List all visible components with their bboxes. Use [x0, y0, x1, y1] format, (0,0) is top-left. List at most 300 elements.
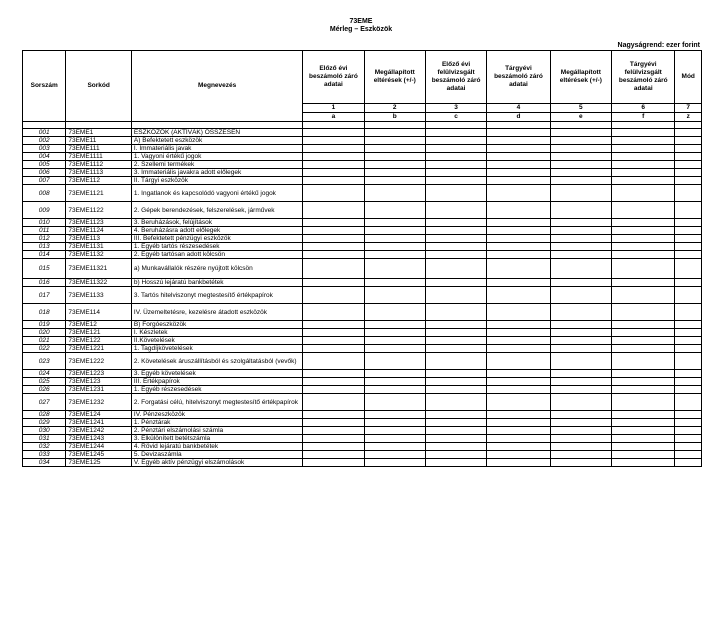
value-cell[interactable]	[364, 353, 425, 370]
row-code: 73EME1244	[66, 443, 132, 451]
value-cell[interactable]	[487, 411, 550, 419]
value-cell[interactable]	[364, 243, 425, 251]
value-cell[interactable]	[487, 287, 550, 304]
value-cell[interactable]	[612, 251, 675, 259]
row-name: 2. Egyéb tartósan adott kölcsön	[131, 251, 302, 259]
value-cell[interactable]	[425, 451, 486, 459]
value-cell[interactable]	[675, 137, 702, 145]
value-cell[interactable]	[675, 161, 702, 169]
value-cell[interactable]	[364, 279, 425, 287]
value-cell[interactable]	[550, 435, 611, 443]
value-cell[interactable]	[303, 329, 364, 337]
value-cell[interactable]	[364, 427, 425, 435]
value-cell[interactable]	[612, 419, 675, 427]
value-cell[interactable]	[675, 259, 702, 279]
value-cell[interactable]	[425, 386, 486, 394]
value-cell[interactable]	[487, 259, 550, 279]
value-cell[interactable]	[550, 419, 611, 427]
value-cell[interactable]	[612, 243, 675, 251]
value-cell[interactable]	[612, 161, 675, 169]
value-cell[interactable]	[612, 329, 675, 337]
value-cell[interactable]	[675, 177, 702, 185]
value-cell[interactable]	[364, 386, 425, 394]
value-cell[interactable]	[487, 337, 550, 345]
column-number: 4	[487, 104, 550, 113]
value-cell[interactable]	[425, 243, 486, 251]
value-cell[interactable]	[303, 451, 364, 459]
value-cell[interactable]	[487, 345, 550, 353]
value-cell[interactable]	[612, 386, 675, 394]
row-name: 1. Vagyoni értékű jogok	[131, 153, 302, 161]
row-name: 3. Elkülönített betétszámla	[131, 435, 302, 443]
value-cell[interactable]	[303, 386, 364, 394]
value-cell[interactable]	[487, 451, 550, 459]
value-cell[interactable]	[550, 137, 611, 145]
table-row	[23, 177, 702, 185]
form-subtitle: Mérleg – Eszközök	[329, 26, 393, 33]
value-cell[interactable]	[612, 169, 675, 177]
value-cell[interactable]	[364, 259, 425, 279]
row-name: V. Egyéb aktív pénzügyi elszámolások	[131, 459, 302, 467]
value-cell[interactable]	[675, 337, 702, 345]
value-cell[interactable]	[675, 329, 702, 337]
value-cell[interactable]	[364, 185, 425, 202]
value-cell[interactable]	[550, 304, 611, 321]
value-cell[interactable]	[364, 304, 425, 321]
table-row	[23, 345, 702, 353]
value-cell[interactable]	[425, 129, 486, 137]
value-cell[interactable]	[675, 304, 702, 321]
value-cell[interactable]	[675, 427, 702, 435]
value-cell[interactable]	[487, 161, 550, 169]
value-cell[interactable]	[550, 161, 611, 169]
value-cell[interactable]	[425, 219, 486, 227]
value-cell[interactable]	[612, 287, 675, 304]
value-cell[interactable]	[425, 459, 486, 467]
value-cell[interactable]	[675, 378, 702, 386]
row-code: 73EME11322	[66, 279, 132, 287]
value-cell[interactable]	[675, 345, 702, 353]
value-cell[interactable]	[487, 153, 550, 161]
value-cell[interactable]	[303, 251, 364, 259]
value-cell[interactable]	[612, 145, 675, 153]
row-code: 73EME1113	[66, 169, 132, 177]
value-cell[interactable]	[425, 235, 486, 243]
table-row	[23, 235, 702, 243]
value-cell[interactable]	[612, 219, 675, 227]
value-cell[interactable]	[364, 235, 425, 243]
row-code: 73EME1133	[66, 287, 132, 304]
unit-note: Nagyságrend: ezer forint	[617, 42, 700, 49]
value-cell[interactable]	[612, 137, 675, 145]
value-cell[interactable]	[364, 219, 425, 227]
value-cell[interactable]	[487, 137, 550, 145]
value-cell[interactable]	[487, 386, 550, 394]
value-cell[interactable]	[303, 161, 364, 169]
row-code: 73EME125	[66, 459, 132, 467]
value-cell[interactable]	[425, 378, 486, 386]
form-code: 73EME	[349, 18, 373, 25]
value-cell[interactable]	[612, 459, 675, 467]
value-cell[interactable]	[303, 227, 364, 235]
value-cell[interactable]	[425, 419, 486, 427]
value-cell[interactable]	[675, 202, 702, 219]
value-cell[interactable]	[487, 394, 550, 411]
table-row	[23, 394, 702, 411]
value-cell[interactable]	[364, 137, 425, 145]
value-cell[interactable]	[364, 145, 425, 153]
value-cell[interactable]	[364, 129, 425, 137]
value-cell[interactable]	[675, 129, 702, 137]
value-cell[interactable]	[303, 378, 364, 386]
value-cell[interactable]	[303, 345, 364, 353]
row-name: 2. Szellemi termékek	[131, 161, 302, 169]
value-cell[interactable]	[612, 451, 675, 459]
row-number: 007	[23, 177, 66, 185]
value-cell[interactable]	[487, 427, 550, 435]
column-number: 6	[612, 104, 675, 113]
value-cell[interactable]	[550, 386, 611, 394]
value-cell[interactable]	[364, 459, 425, 467]
value-cell[interactable]	[425, 443, 486, 451]
value-cell[interactable]	[487, 435, 550, 443]
row-name: ESZKÖZÖK (AKTÍVÁK) ÖSSZESEN	[131, 129, 302, 137]
value-cell[interactable]	[612, 185, 675, 202]
value-cell[interactable]	[487, 459, 550, 467]
value-cell[interactable]	[487, 243, 550, 251]
value-cell[interactable]	[487, 219, 550, 227]
value-cell[interactable]	[303, 411, 364, 419]
value-cell[interactable]	[675, 185, 702, 202]
value-cell[interactable]	[303, 202, 364, 219]
value-cell[interactable]	[612, 153, 675, 161]
row-name: 1. Egyéb tartós részesedések	[131, 243, 302, 251]
row-number: 031	[23, 435, 66, 443]
value-cell[interactable]	[612, 235, 675, 243]
value-cell[interactable]	[303, 287, 364, 304]
value-cell[interactable]	[612, 321, 675, 329]
value-cell[interactable]	[425, 353, 486, 370]
value-cell[interactable]	[675, 443, 702, 451]
value-cell[interactable]	[364, 378, 425, 386]
value-cell[interactable]	[675, 386, 702, 394]
value-cell[interactable]	[550, 169, 611, 177]
value-cell[interactable]	[425, 279, 486, 287]
row-code: 73EME111	[66, 145, 132, 153]
table-row	[23, 259, 702, 279]
value-cell[interactable]	[550, 329, 611, 337]
value-cell[interactable]	[364, 161, 425, 169]
value-cell[interactable]	[364, 177, 425, 185]
value-cell[interactable]	[675, 394, 702, 411]
column-letter: e	[550, 113, 611, 122]
value-cell[interactable]	[675, 235, 702, 243]
value-cell[interactable]	[612, 443, 675, 451]
table-row	[23, 169, 702, 177]
column-number: 3	[425, 104, 486, 113]
value-cell[interactable]	[303, 243, 364, 251]
value-cell[interactable]	[303, 427, 364, 435]
table-row	[23, 419, 702, 427]
row-number: 028	[23, 411, 66, 419]
value-cell[interactable]	[612, 378, 675, 386]
value-cell[interactable]	[550, 243, 611, 251]
value-cell[interactable]	[675, 219, 702, 227]
row-number: 015	[23, 259, 66, 279]
row-number: 030	[23, 427, 66, 435]
value-cell[interactable]	[487, 370, 550, 378]
row-code: 73EME11321	[66, 259, 132, 279]
value-cell[interactable]	[364, 227, 425, 235]
value-cell[interactable]	[303, 337, 364, 345]
row-number: 013	[23, 243, 66, 251]
value-cell[interactable]	[487, 304, 550, 321]
value-cell[interactable]	[364, 451, 425, 459]
value-cell[interactable]	[425, 370, 486, 378]
value-cell[interactable]	[364, 202, 425, 219]
value-cell[interactable]	[612, 227, 675, 235]
value-cell[interactable]	[303, 353, 364, 370]
value-cell[interactable]	[612, 394, 675, 411]
value-cell[interactable]	[425, 345, 486, 353]
value-cell[interactable]	[364, 345, 425, 353]
value-cell[interactable]	[487, 321, 550, 329]
value-cell[interactable]	[675, 321, 702, 329]
value-cell[interactable]	[303, 435, 364, 443]
value-cell[interactable]	[425, 259, 486, 279]
row-number: 021	[23, 337, 66, 345]
row-name: I. Immateriális javak	[131, 145, 302, 153]
value-cell[interactable]	[550, 259, 611, 279]
value-cell[interactable]	[612, 370, 675, 378]
header-col-4: Tárgyévi beszámoló záró adatai	[487, 51, 550, 104]
value-cell[interactable]	[612, 345, 675, 353]
value-cell[interactable]	[303, 153, 364, 161]
value-cell[interactable]	[303, 459, 364, 467]
row-code: 73EME1231	[66, 386, 132, 394]
value-cell[interactable]	[550, 145, 611, 153]
value-cell[interactable]	[487, 177, 550, 185]
value-cell[interactable]	[550, 345, 611, 353]
value-cell[interactable]	[550, 321, 611, 329]
value-cell[interactable]	[675, 287, 702, 304]
row-code: 73EME123	[66, 378, 132, 386]
value-cell[interactable]	[364, 419, 425, 427]
row-number: 018	[23, 304, 66, 321]
value-cell[interactable]	[303, 321, 364, 329]
value-cell[interactable]	[425, 202, 486, 219]
value-cell[interactable]	[487, 353, 550, 370]
row-name: b) Hosszú lejáratú bankbetétek	[131, 279, 302, 287]
value-cell[interactable]	[303, 185, 364, 202]
value-cell[interactable]	[612, 353, 675, 370]
value-cell[interactable]	[303, 137, 364, 145]
value-cell[interactable]	[675, 353, 702, 370]
value-cell[interactable]	[550, 287, 611, 304]
value-cell[interactable]	[425, 145, 486, 153]
value-cell[interactable]	[487, 279, 550, 287]
value-cell[interactable]	[364, 251, 425, 259]
row-name: 3. Tartós hitelviszonyt megtestesítő értékpapírok	[131, 287, 302, 304]
value-cell[interactable]	[487, 129, 550, 137]
value-cell[interactable]	[425, 137, 486, 145]
value-cell[interactable]	[303, 177, 364, 185]
header-sorszam: Sorszám	[23, 51, 66, 122]
value-cell[interactable]	[675, 451, 702, 459]
row-number: 023	[23, 353, 66, 370]
table-row	[23, 304, 702, 321]
row-name: 2. Követelések áruszállításból és szolgáltatásból (vevők)	[131, 353, 302, 370]
value-cell[interactable]	[487, 227, 550, 235]
row-number: 029	[23, 419, 66, 427]
value-cell[interactable]	[487, 419, 550, 427]
value-cell[interactable]	[303, 443, 364, 451]
value-cell[interactable]	[675, 419, 702, 427]
value-cell[interactable]	[550, 451, 611, 459]
value-cell[interactable]	[675, 459, 702, 467]
value-cell[interactable]	[675, 145, 702, 153]
table-row	[23, 370, 702, 378]
row-code: 73EME124	[66, 411, 132, 419]
value-cell[interactable]	[550, 370, 611, 378]
value-cell[interactable]	[425, 161, 486, 169]
value-cell[interactable]	[550, 185, 611, 202]
value-cell[interactable]	[487, 329, 550, 337]
value-cell[interactable]	[303, 259, 364, 279]
value-cell[interactable]	[550, 235, 611, 243]
value-cell[interactable]	[550, 459, 611, 467]
value-cell[interactable]	[487, 185, 550, 202]
value-cell[interactable]	[425, 169, 486, 177]
value-cell[interactable]	[425, 329, 486, 337]
value-cell[interactable]	[550, 394, 611, 411]
value-cell[interactable]	[425, 153, 486, 161]
value-cell[interactable]	[425, 227, 486, 235]
row-code: 73EME113	[66, 235, 132, 243]
value-cell[interactable]	[612, 202, 675, 219]
value-cell[interactable]	[425, 287, 486, 304]
row-name: IV. Pénzeszközök	[131, 411, 302, 419]
row-number: 014	[23, 251, 66, 259]
table-row	[23, 459, 702, 467]
value-cell[interactable]	[303, 279, 364, 287]
value-cell[interactable]	[675, 169, 702, 177]
value-cell[interactable]	[364, 153, 425, 161]
value-cell[interactable]	[364, 370, 425, 378]
value-cell[interactable]	[364, 321, 425, 329]
row-number: 027	[23, 394, 66, 411]
value-cell[interactable]	[364, 394, 425, 411]
value-cell[interactable]	[303, 169, 364, 177]
value-cell[interactable]	[550, 411, 611, 419]
row-number: 004	[23, 153, 66, 161]
value-cell[interactable]	[612, 435, 675, 443]
value-cell[interactable]	[612, 259, 675, 279]
value-cell[interactable]	[550, 129, 611, 137]
value-cell[interactable]	[303, 145, 364, 153]
value-cell[interactable]	[364, 435, 425, 443]
value-cell[interactable]	[612, 304, 675, 321]
value-cell[interactable]	[364, 169, 425, 177]
value-cell[interactable]	[487, 235, 550, 243]
value-cell[interactable]	[675, 243, 702, 251]
value-cell[interactable]	[612, 337, 675, 345]
value-cell[interactable]	[550, 153, 611, 161]
value-cell[interactable]	[303, 235, 364, 243]
value-cell[interactable]	[675, 370, 702, 378]
value-cell[interactable]	[487, 251, 550, 259]
value-cell[interactable]	[550, 227, 611, 235]
value-cell[interactable]	[425, 394, 486, 411]
value-cell[interactable]	[612, 177, 675, 185]
row-number: 017	[23, 287, 66, 304]
value-cell[interactable]	[364, 329, 425, 337]
value-cell[interactable]	[550, 251, 611, 259]
value-cell[interactable]	[550, 337, 611, 345]
value-cell[interactable]	[425, 304, 486, 321]
value-cell[interactable]	[550, 202, 611, 219]
value-cell[interactable]	[612, 279, 675, 287]
value-cell[interactable]	[425, 177, 486, 185]
value-cell[interactable]	[364, 337, 425, 345]
row-number: 010	[23, 219, 66, 227]
value-cell[interactable]	[612, 129, 675, 137]
value-cell[interactable]	[425, 435, 486, 443]
value-cell[interactable]	[550, 353, 611, 370]
value-cell[interactable]	[675, 153, 702, 161]
value-cell[interactable]	[612, 411, 675, 419]
value-cell[interactable]	[550, 427, 611, 435]
value-cell[interactable]	[364, 411, 425, 419]
value-cell[interactable]	[675, 411, 702, 419]
value-cell[interactable]	[425, 411, 486, 419]
value-cell[interactable]	[550, 443, 611, 451]
value-cell[interactable]	[425, 321, 486, 329]
table-row	[23, 145, 702, 153]
value-cell[interactable]	[303, 304, 364, 321]
table-row	[23, 251, 702, 259]
row-name: 3. Egyéb követelések	[131, 370, 302, 378]
table-row	[23, 337, 702, 345]
value-cell[interactable]	[364, 443, 425, 451]
value-cell[interactable]	[550, 279, 611, 287]
value-cell[interactable]	[675, 279, 702, 287]
value-cell[interactable]	[303, 419, 364, 427]
value-cell[interactable]	[303, 394, 364, 411]
value-cell[interactable]	[675, 227, 702, 235]
value-cell[interactable]	[487, 202, 550, 219]
value-cell[interactable]	[425, 251, 486, 259]
value-cell[interactable]	[303, 129, 364, 137]
value-cell[interactable]	[303, 219, 364, 227]
value-cell[interactable]	[303, 370, 364, 378]
value-cell[interactable]	[364, 287, 425, 304]
value-cell[interactable]	[487, 169, 550, 177]
value-cell[interactable]	[425, 427, 486, 435]
value-cell[interactable]	[675, 435, 702, 443]
table-row	[23, 219, 702, 227]
value-cell[interactable]	[487, 378, 550, 386]
value-cell[interactable]	[550, 378, 611, 386]
value-cell[interactable]	[612, 427, 675, 435]
value-cell[interactable]	[550, 219, 611, 227]
value-cell[interactable]	[675, 251, 702, 259]
value-cell[interactable]	[487, 443, 550, 451]
value-cell[interactable]	[425, 337, 486, 345]
value-cell[interactable]	[550, 177, 611, 185]
value-cell[interactable]	[487, 145, 550, 153]
value-cell[interactable]	[425, 185, 486, 202]
